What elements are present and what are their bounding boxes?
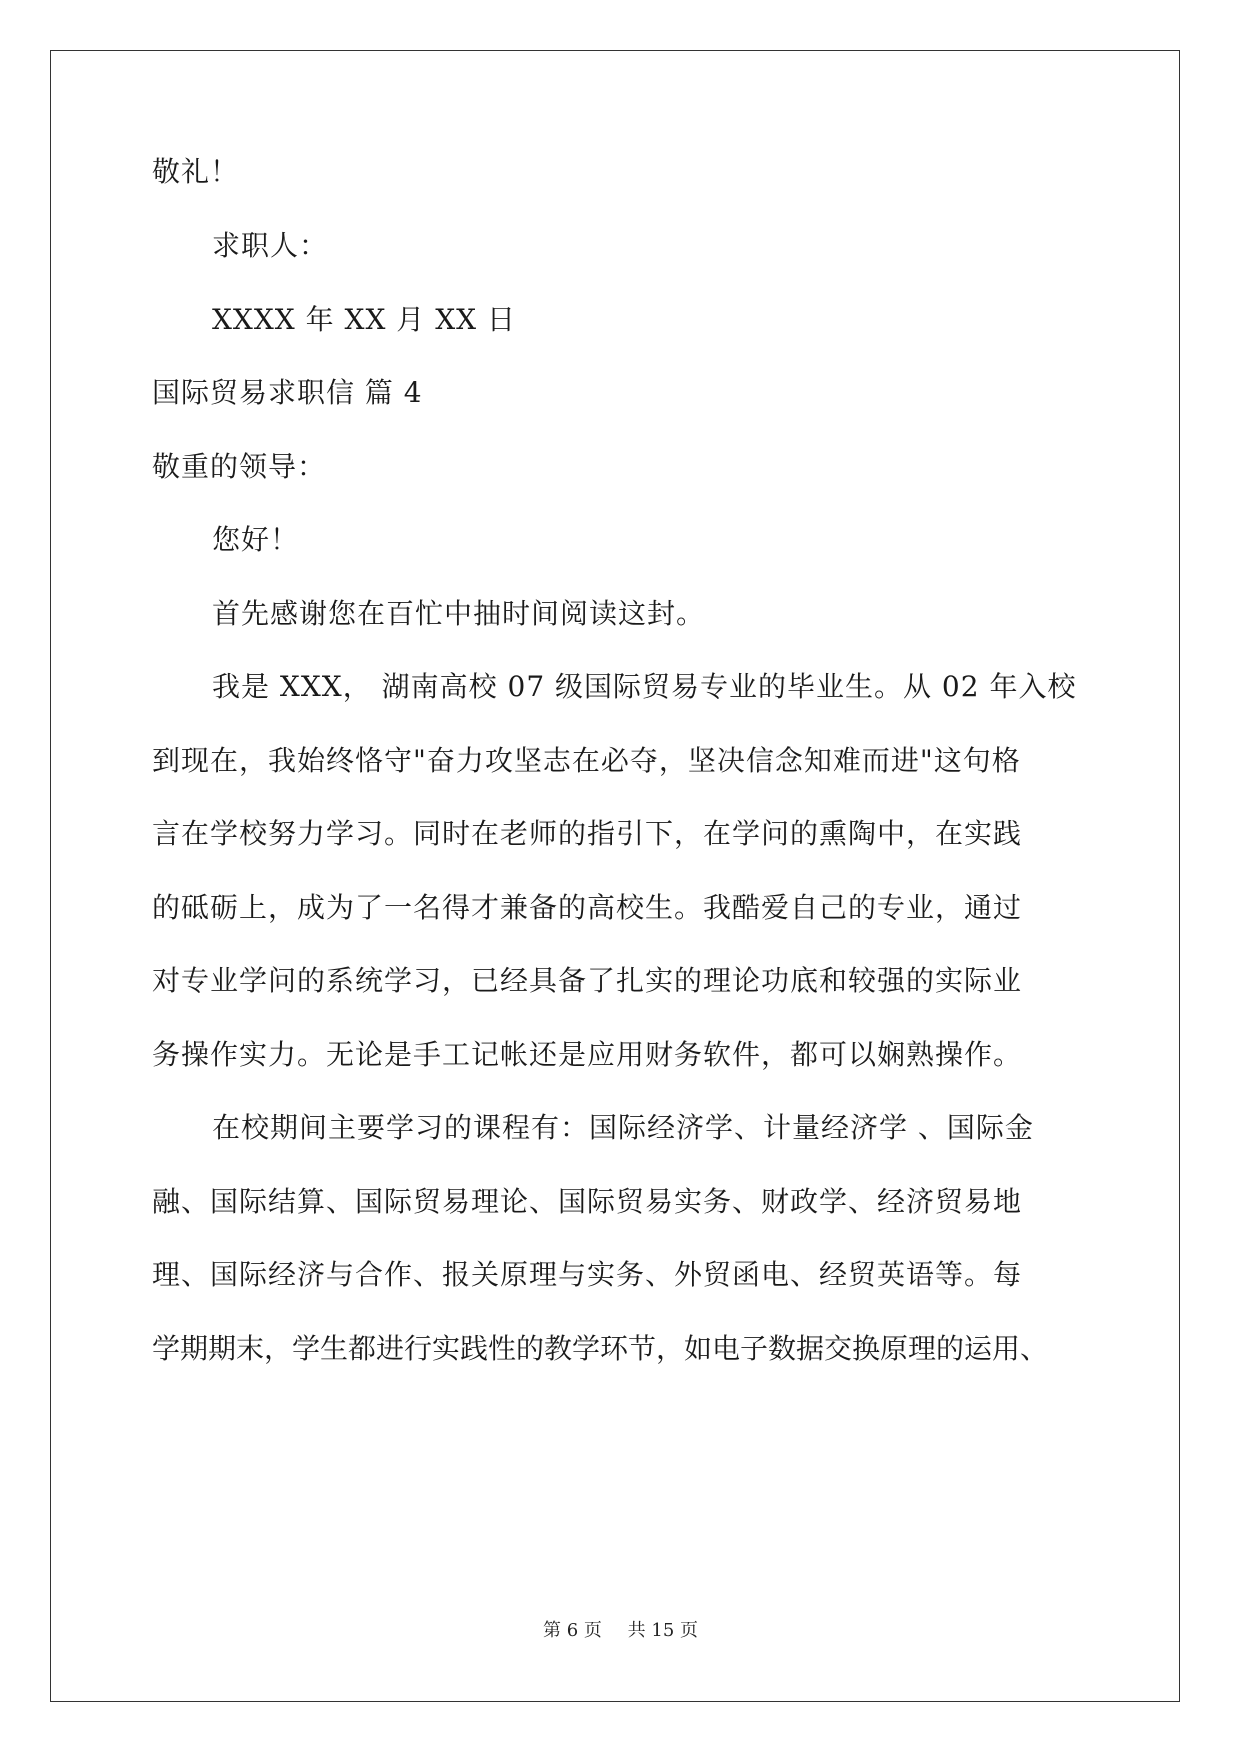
- section-heading: 国际贸易求职信 篇 4: [152, 376, 423, 409]
- paragraph-line: 言在学校努力学习。同时在老师的指引下，在学问的熏陶中，在实践: [152, 817, 1023, 850]
- paragraph-line: 务操作实力。无论是手工记帐还是应用财务软件，都可以娴熟操作。: [152, 1038, 1023, 1071]
- paragraph-line: 学期期末，学生都进行实践性的教学环节，如电子数据交换原理的运用、: [152, 1332, 1049, 1365]
- date-line: XXXX 年 XX 月 XX 日: [212, 303, 516, 336]
- paragraph-line: 首先感谢您在百忙中抽时间阅读这封。: [212, 597, 706, 630]
- salutation: 您好！: [212, 523, 300, 556]
- page-total: 共 15 页: [627, 1620, 698, 1641]
- page-border: [50, 50, 1180, 1702]
- paragraph-line: 对专业学问的系统学习，已经具备了扎实的理论功底和较强的实际业: [152, 964, 1023, 997]
- paragraph-line: 的砥砺上，成为了一名得才兼备的高校生。我酷爱自己的专业，通过: [152, 891, 1023, 924]
- closing-salute: 敬礼！: [152, 155, 240, 188]
- page-number: 第 6 页: [543, 1620, 602, 1641]
- paragraph-line: 我是 XXX， 湖南高校 07 级国际贸易专业的毕业生。从 02 年入校: [212, 670, 1077, 703]
- greeting: 敬重的领导：: [152, 450, 327, 483]
- paragraph-line: 理、国际经济与合作、报关原理与实务、外贸函电、经贸英语等。每: [152, 1258, 1023, 1291]
- applicant-label: 求职人：: [212, 229, 329, 262]
- paragraph-line: 到现在，我始终恪守"奋力攻坚志在必夺，坚决信念知难而进"这句格: [152, 744, 1021, 777]
- paragraph-line: 在校期间主要学习的课程有：国际经济学、计量经济学 、国际金: [212, 1111, 1034, 1144]
- page-footer: [0, 1619, 1241, 1643]
- paragraph-line: 融、国际结算、国际贸易理论、国际贸易实务、财政学、经济贸易地: [152, 1185, 1023, 1218]
